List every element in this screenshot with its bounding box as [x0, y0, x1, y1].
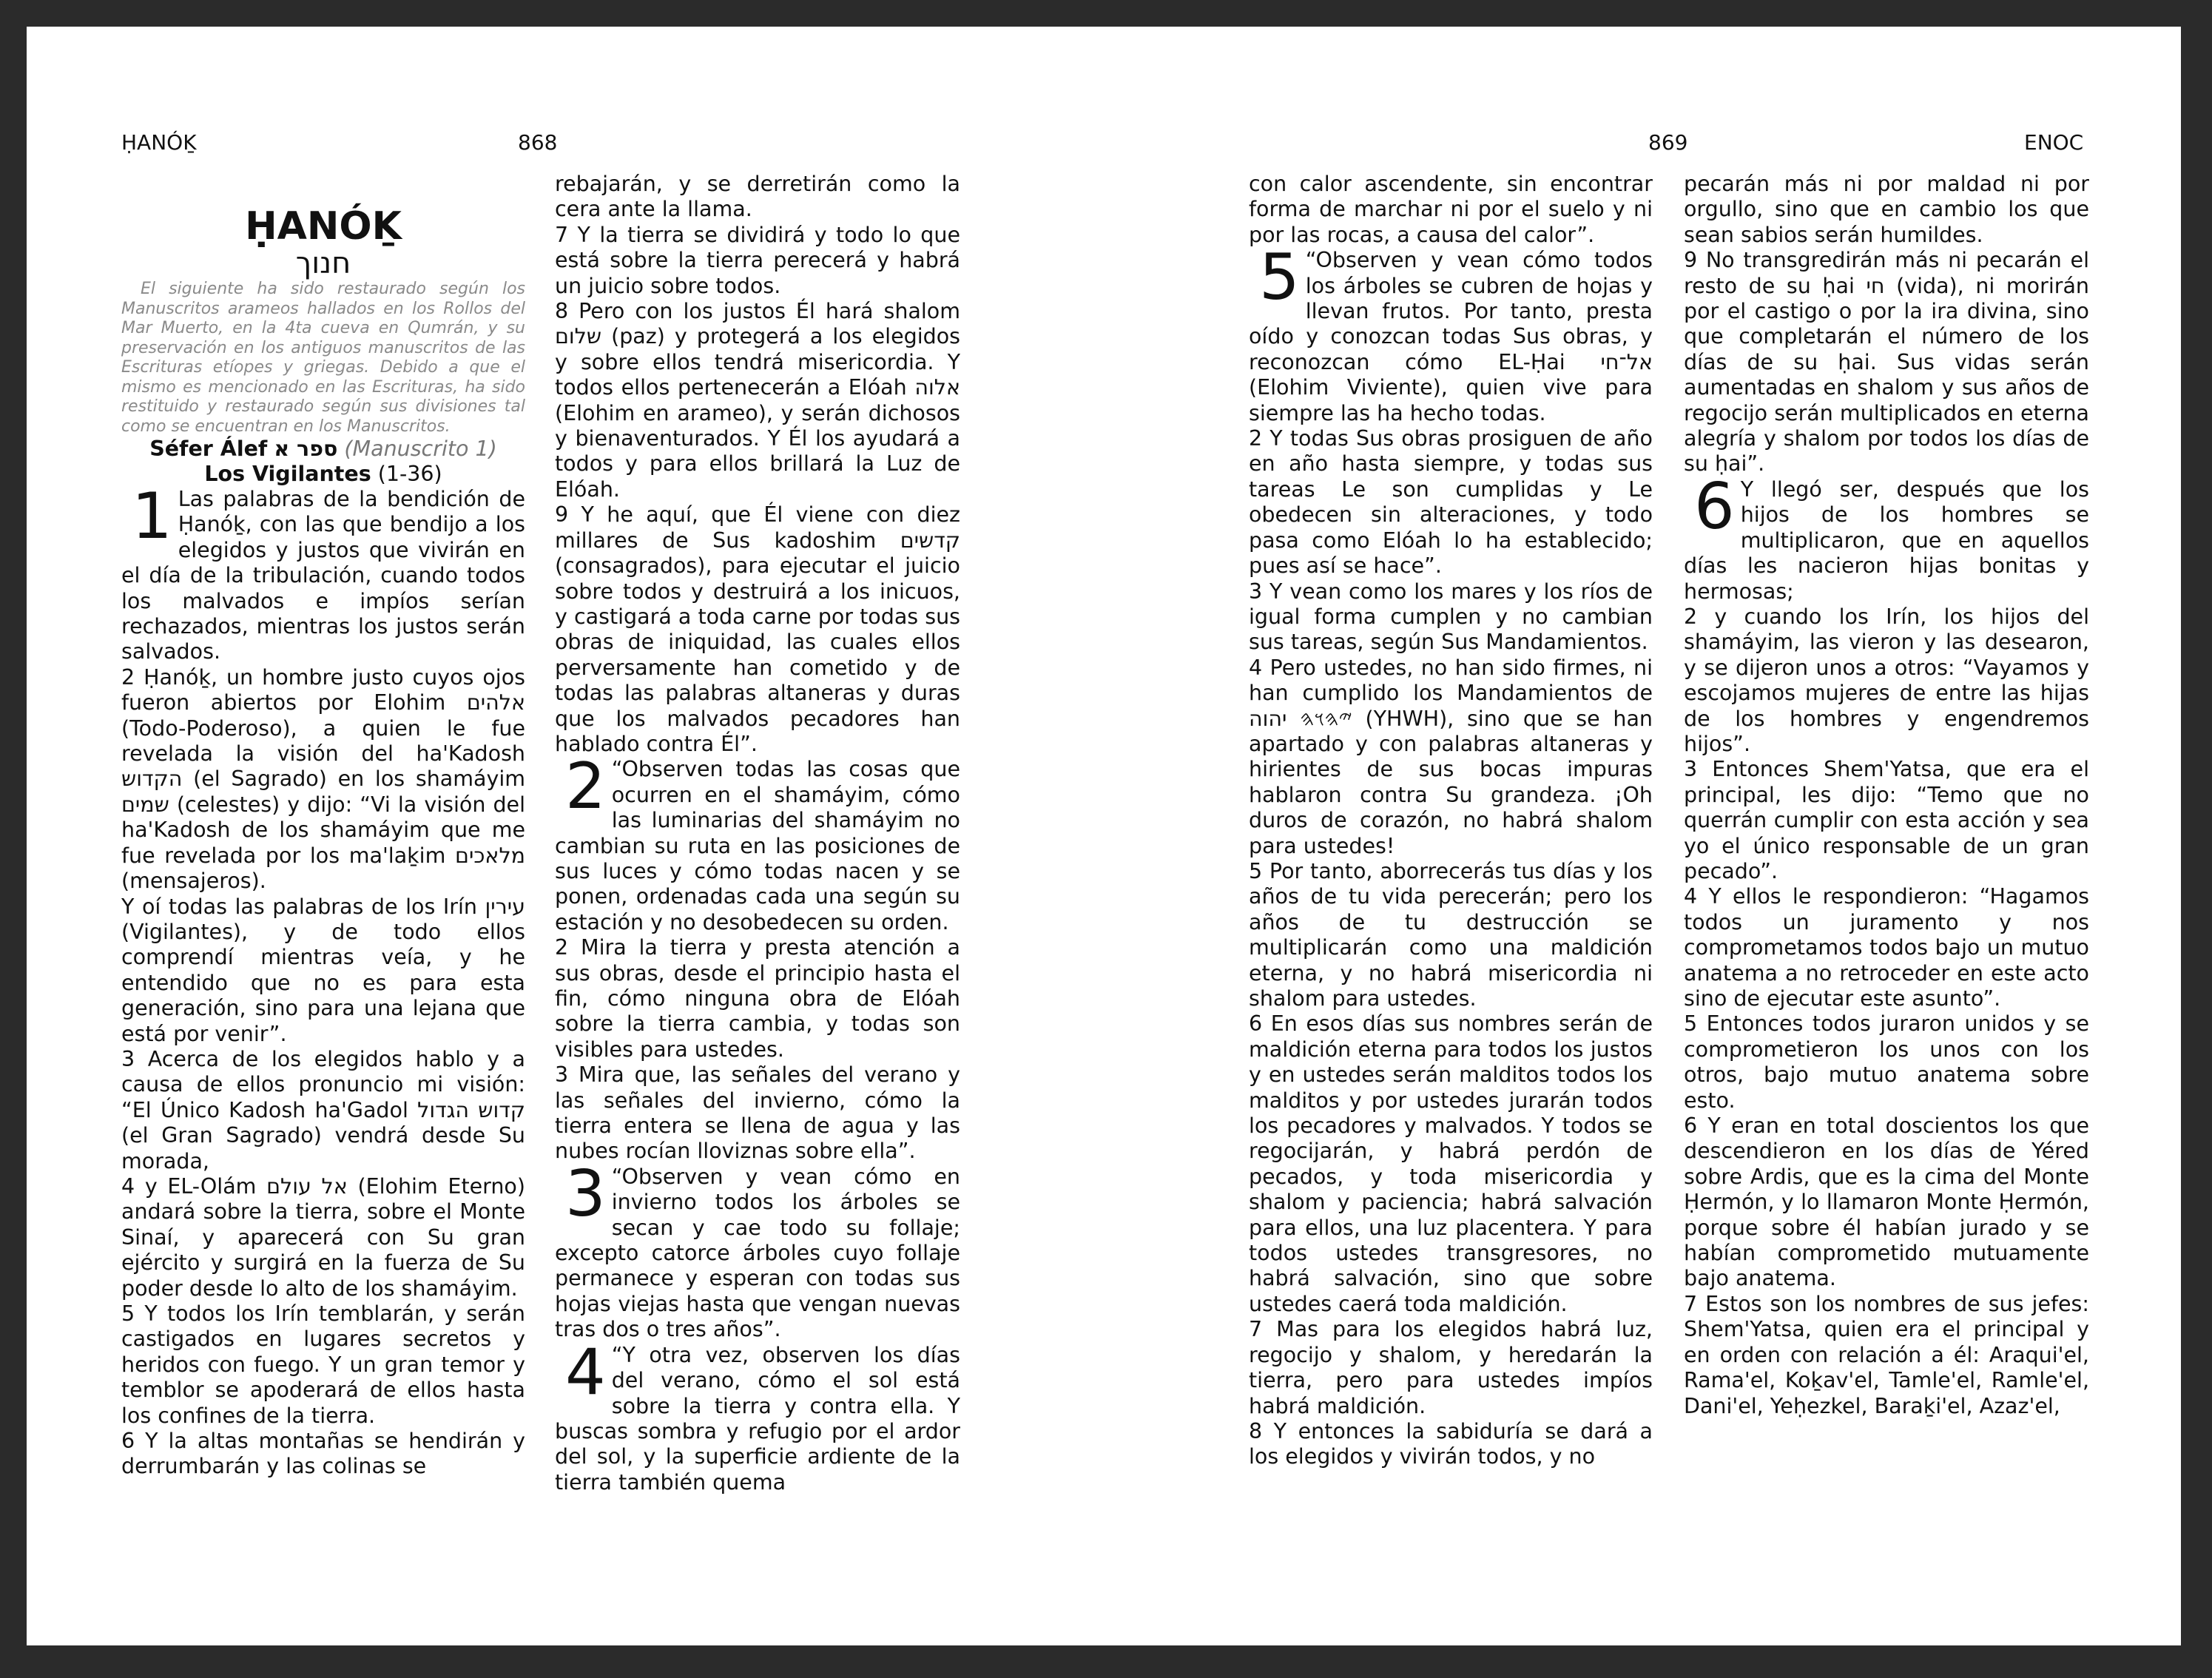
verse-text: “Observen todas las cosas que ocurren en el shamáyim, cómo las luminarias del shamáyim no cambian su ruta en las posiciones de sus luces y cómo todas nacen y se ponen, ordenadas cada una según su estación y no desobedecen su orden.	[555, 757, 960, 934]
sefer-line	[121, 437, 525, 462]
verse-text: 5 Entonces todos juraron unidos y se comprometieron los unos con los otros, bajo mutuo anatema sobre esto.	[1684, 1011, 2089, 1113]
verse-paragraph	[1684, 604, 2089, 757]
verse-text: 3 Acerca de los elegidos hablo y a causa de ellos pronuncio mi visión: “El Único Kadosh ha'Gadol קדוש הגדול (el Gran Sagrado) vendrá desde Su morada,	[121, 1046, 526, 1173]
running-head-right: ENOC	[2024, 130, 2084, 155]
verse-text: 9 Y he aquí, que Él viene con diez millares de Sus kadoshim קדשים (consagrados), para ejecutar el juicio sobre todos y destruirá a los inicuos, y castigará a toda carne por todas sus obras de iniquidad, las cuales ellos perversamente han cometido y de todas las palabras altaneras y duras que los malvados pecadores han hablado contra Él”.	[555, 502, 960, 756]
verse-paragraph	[555, 299, 960, 502]
verse-paragraph	[1249, 579, 1653, 656]
verse-paragraph	[1249, 656, 1653, 859]
page-number-right: 869	[1648, 130, 1688, 155]
section-label: Los Vigilantes	[204, 462, 371, 486]
column-3	[1249, 172, 1653, 1470]
verse-text: 2 Mira la tierra y presta atención a sus obras, desde el principio hasta el fin, cómo ninguna obra de Elóah sobre la tierra cambia, y todas son visibles para ustedes.	[555, 935, 960, 1062]
book-spread	[27, 27, 2181, 1645]
book-title: ḤANÓḴ	[245, 204, 402, 249]
verse-paragraph	[555, 935, 960, 1062]
verse-paragraph	[555, 172, 960, 223]
chapter-paragraph	[555, 749, 960, 935]
verse-paragraph	[121, 1047, 525, 1174]
verse-text: 2 y cuando los Irín, los hijos del shamáyim, las vieron y las desearon, y se dijeron unos a otros: “Vayamos y escojamos mujeres de entre las hijas de los hombres y engendremos hijos”.	[1684, 604, 2089, 756]
chapter-paragraph	[555, 1156, 960, 1343]
verse-paragraph	[1684, 172, 2089, 248]
verse-text: 4 y EL-Olám אל עולם (Elohim Eterno) andará sobre la tierra, sobre el Monte Sinaí, y aparecerá con Su gran ejército y surgirá en la fuerza de Su poder desde lo alto de los shamáyim.	[121, 1173, 525, 1301]
verse-paragraph	[1684, 1113, 2089, 1292]
verse-text: 6 Y la altas montañas se hendirán y derrumbarán y las colinas se	[121, 1429, 525, 1479]
verse-text: “Observen y vean cómo todos los árboles se cubren de hojas y llevan frutos. Por tanto, presta oído y conozcan todas Sus obras, y reconozcan cómo EL-Ḥai אל־חי (Elohim Viviente), quien vive para siempre las ha hecho todas.	[1249, 248, 1653, 425]
verse-paragraph	[555, 1062, 960, 1165]
verse-list	[1684, 172, 2089, 1419]
verse-text: 8 Y entonces la sabiduría se dará a los elegidos y vivirán todos, y no	[1249, 1418, 1653, 1469]
chapter-number: 2	[565, 749, 606, 824]
chapter-paragraph	[1249, 240, 1653, 426]
column-4	[1684, 172, 2089, 1419]
verse-paragraph	[1684, 1011, 2089, 1113]
verse-paragraph	[1684, 757, 2089, 884]
verse-text: 6 Y eran en total doscientos los que descendieron en los días de Yéred sobre Ardis, que es la cima del Monte Ḥermón, y lo llamaron Monte Ḥermón, porque sobre él habían jurado y se habían comprometido mutuamente bajo anatema.	[1684, 1113, 2089, 1291]
section-range: (1-36)	[377, 462, 442, 486]
verse-paragraph	[1249, 1419, 1653, 1470]
chapter-number: 1	[132, 479, 172, 553]
verse-text: 5 Y todos los Irín temblarán, y serán castigados en lugares secretos y heridos con fuego. Y un gran temor y temblor se apoderará de ellos hasta los confines de la tierra.	[121, 1301, 525, 1428]
verse-paragraph	[1249, 172, 1653, 248]
verse-paragraph	[121, 1301, 525, 1429]
running-head-left: ḤANÓḴ	[121, 130, 197, 155]
verse-text: 5 Por tanto, aborrecerás tus días y los años de tu vida perecerán; pero los años de tu destrucción se multiplicarán como una maldición eterna, y no habrá misericordia ni shalom para ustedes.	[1249, 858, 1653, 1011]
verse-text: 2 Ḥanóḵ, un hombre justo cuyos ojos fueron abiertos por Elohim אלהים (Todo-Poderoso), a quien le fue revelada la visión del ha'Kadosh הקדוש (el Sagrado) en los shamáyim שמים (celestes) y dijo: “Vi la visión del ha'Kadosh de los shamáyim que me fue revelada por los ma'laḵim מלאכים (mensajeros).	[121, 664, 525, 894]
chapter-number: 3	[565, 1156, 606, 1231]
chapter-number: 4	[565, 1335, 606, 1409]
verse-paragraph	[1249, 859, 1653, 1011]
sefer-note: (Manuscrito 1)	[344, 437, 497, 461]
verse-paragraph	[555, 502, 960, 757]
verse-text: 4 Y ellos le respondieron: “Hagamos todos un juramento y nos comprometamos todos bajo un mutuo anatema a no retroceder en este acto sino de ejecutar este asunto”.	[1684, 884, 2089, 1011]
verse-text: pecarán más ni por maldad ni por orgullo, sino que en cambio los que sean sabios serán humildes.	[1684, 172, 2089, 247]
chapter-paragraph	[1684, 469, 2089, 604]
verse-list	[555, 172, 960, 1495]
verse-text: Las palabras de la bendición de Ḥanóḵ, con las que bendijo a los elegidos y justos que vivirán en el día de la tribulación, cuando todos los malvados e impíos serían rechazados, mientras los justos serán salvados.	[121, 487, 525, 664]
verse-paragraph	[1249, 426, 1653, 579]
verse-text: 4 Pero ustedes, no han sido firmes, ni han cumplido los Mandamientos de 𐤉𐤄𐤅𐤄 יהוה (YHWH), sino que se han apartado y con palabras altaneras y hirientes de sus bocas impuras hablaron contra Su grandeza. ¡Oh duros de corazón, no habrá shalom para ustedes!	[1249, 655, 1653, 858]
column-2	[555, 172, 960, 1495]
sefer-label: Séfer Álef	[149, 437, 268, 461]
verse-text: Y oí todas las palabras de los Irín עירין (Vigilantes), y de todo ellos comprendí mientras veía, y he entendido que no es para esta generación, sino para una lejana que está por venir”.	[121, 894, 525, 1046]
verse-text: 9 No transgredirán más ni pecarán el resto de su ḥai חי (vida), ni morirán por el castigo o por la ira divina, sino que completarán el número de los días de su ḥai. Sus vidas serán aumentadas en shalom y sus años de regocijo serán multiplicados en eterna alegría y shalom por todos los días de su ḥai”.	[1684, 248, 2089, 476]
verse-text: 6 En esos días sus nombres serán de maldición eterna para todos los justos y en ustedes serán malditos todos los malditos y por ustedes jurarán todos los pecadores y malvados. Y todos se regocijarán, y habrá perdón de pecados, y toda misericordia y shalom y paciencia; habrá salvación para ellos, una luz placentera. Y para todos ustedes transgresores, no habrá salvación, sino que sobre ustedes caerá toda maldición.	[1249, 1011, 1653, 1316]
section-line	[121, 462, 525, 487]
page-number-left: 868	[518, 130, 558, 155]
hebrew-title: חנוך	[295, 246, 351, 280]
verse-text: 3 Y vean como los mares y los ríos de igual forma cumplen y no cambian sus tareas, según Sus Mandamientos.	[1249, 579, 1653, 655]
verse-text: 2 Y todas Sus obras prosiguen de año en año hasta siempre, y todas sus tareas Le son cumplidas y Le obedecen sin alteraciones, y todo pasa como Elóah lo ha establecido; pues así se hace”.	[1249, 426, 1653, 579]
chapter-paragraph	[121, 479, 525, 665]
verse-text: “Y otra vez, observen los días del verano, cómo el sol está sobre la tierra y contra ella. Y buscas sombra y refugio por el ardor del sol, y la superficie ardiente de la tierra también quema	[555, 1342, 960, 1495]
verse-paragraph	[1249, 1317, 1653, 1419]
verse-list	[1249, 172, 1653, 1470]
verse-text: con calor ascendente, sin encontrar forma de marchar ni por el suelo y ni por las rocas, a causa del calor”.	[1249, 172, 1653, 247]
chapter-paragraph	[555, 1335, 960, 1495]
verse-paragraph	[1684, 884, 2089, 1011]
chapter-number: 5	[1259, 240, 1300, 315]
column-1	[121, 201, 525, 1480]
verse-paragraph	[1684, 248, 2089, 477]
verse-text: Y llegó ser, después que los hijos de los hombres se multiplicaron, que en aquellos días les nacieron hijas bonitas y hermosas;	[1684, 476, 2089, 604]
verse-text: 7 Estos son los nombres de sus jefes: Shem'Yatsa, quien era el principal y en orden con relación a él: Araqui'el, Rama'el, Koḵav'el, Tamle'el, Ramle'el, Dani'el, Yeḥezkel, Baraḵi'el, Azaz'el,	[1684, 1291, 2089, 1418]
verse-text: 3 Entonces Shem'Yatsa, que era el principal, les dijo: “Temo que no querrán cumplir con esta acción y sea yo el único responsable de un gran pecado”.	[1684, 757, 2089, 883]
title-block	[121, 206, 525, 280]
verse-text: rebajarán, y se derretirán como la cera ante la llama.	[555, 172, 960, 222]
verse-text: 7 Mas para los elegidos habrá luz, regocijo y shalom, y heredarán la tierra, pero para ustedes impíos habrá maldición.	[1249, 1317, 1653, 1418]
verse-paragraph	[555, 223, 960, 299]
sefer-hebrew: ספר א	[274, 437, 338, 461]
verse-text: 3 Mira que, las señales del verano y las señales del invierno, cómo la tierra entera se llena de agua y las nubes rocían lloviznas sobre ella”.	[555, 1062, 960, 1164]
chapter-number: 6	[1694, 469, 1735, 544]
verse-text: 7 Y la tierra se dividirá y todo lo que está sobre la tierra perecerá y habrá un juicio sobre todos.	[555, 222, 960, 298]
intro-note: El siguiente ha sido restaurado según los Manuscritos arameos hallados en los Rollos del Mar Muerto, en la 4ta cueva en Qumrán, y su preservación en los antiguos manuscritos de las Escrituras etíopes y griegas. Debido a que el mismo es mencionado en las Escrituras, ha sido restituido y restaurado según sus divisiones tal como se encuentran en los Manuscritos.	[121, 280, 525, 436]
verse-paragraph	[121, 665, 525, 894]
verse-list	[121, 479, 526, 1480]
verse-paragraph	[121, 1429, 525, 1480]
verse-text: 8 Pero con los justos Él hará shalom שלום (paz) y protegerá a los elegidos y sobre ellos tendrá misericordia. Y todos ellos pertenecerán a Elóah אלוה (Elohim en arameo), y serán dichosos y bienaventurados. Y Él los ayudará a todos y para ellos brillará la Luz de Elóah.	[555, 299, 960, 502]
verse-paragraph	[1684, 1292, 2089, 1419]
verse-paragraph	[1249, 1011, 1653, 1317]
verse-paragraph	[121, 894, 525, 1047]
verse-paragraph	[121, 1174, 525, 1301]
verse-text: “Observen y vean cómo en invierno todos los árboles se secan y cae todo su follaje; excepto catorce árboles cuyo follaje permanece y esperan con todas sus hojas viejas hasta que vengan nuevas tras dos o tres años”.	[555, 1164, 960, 1342]
